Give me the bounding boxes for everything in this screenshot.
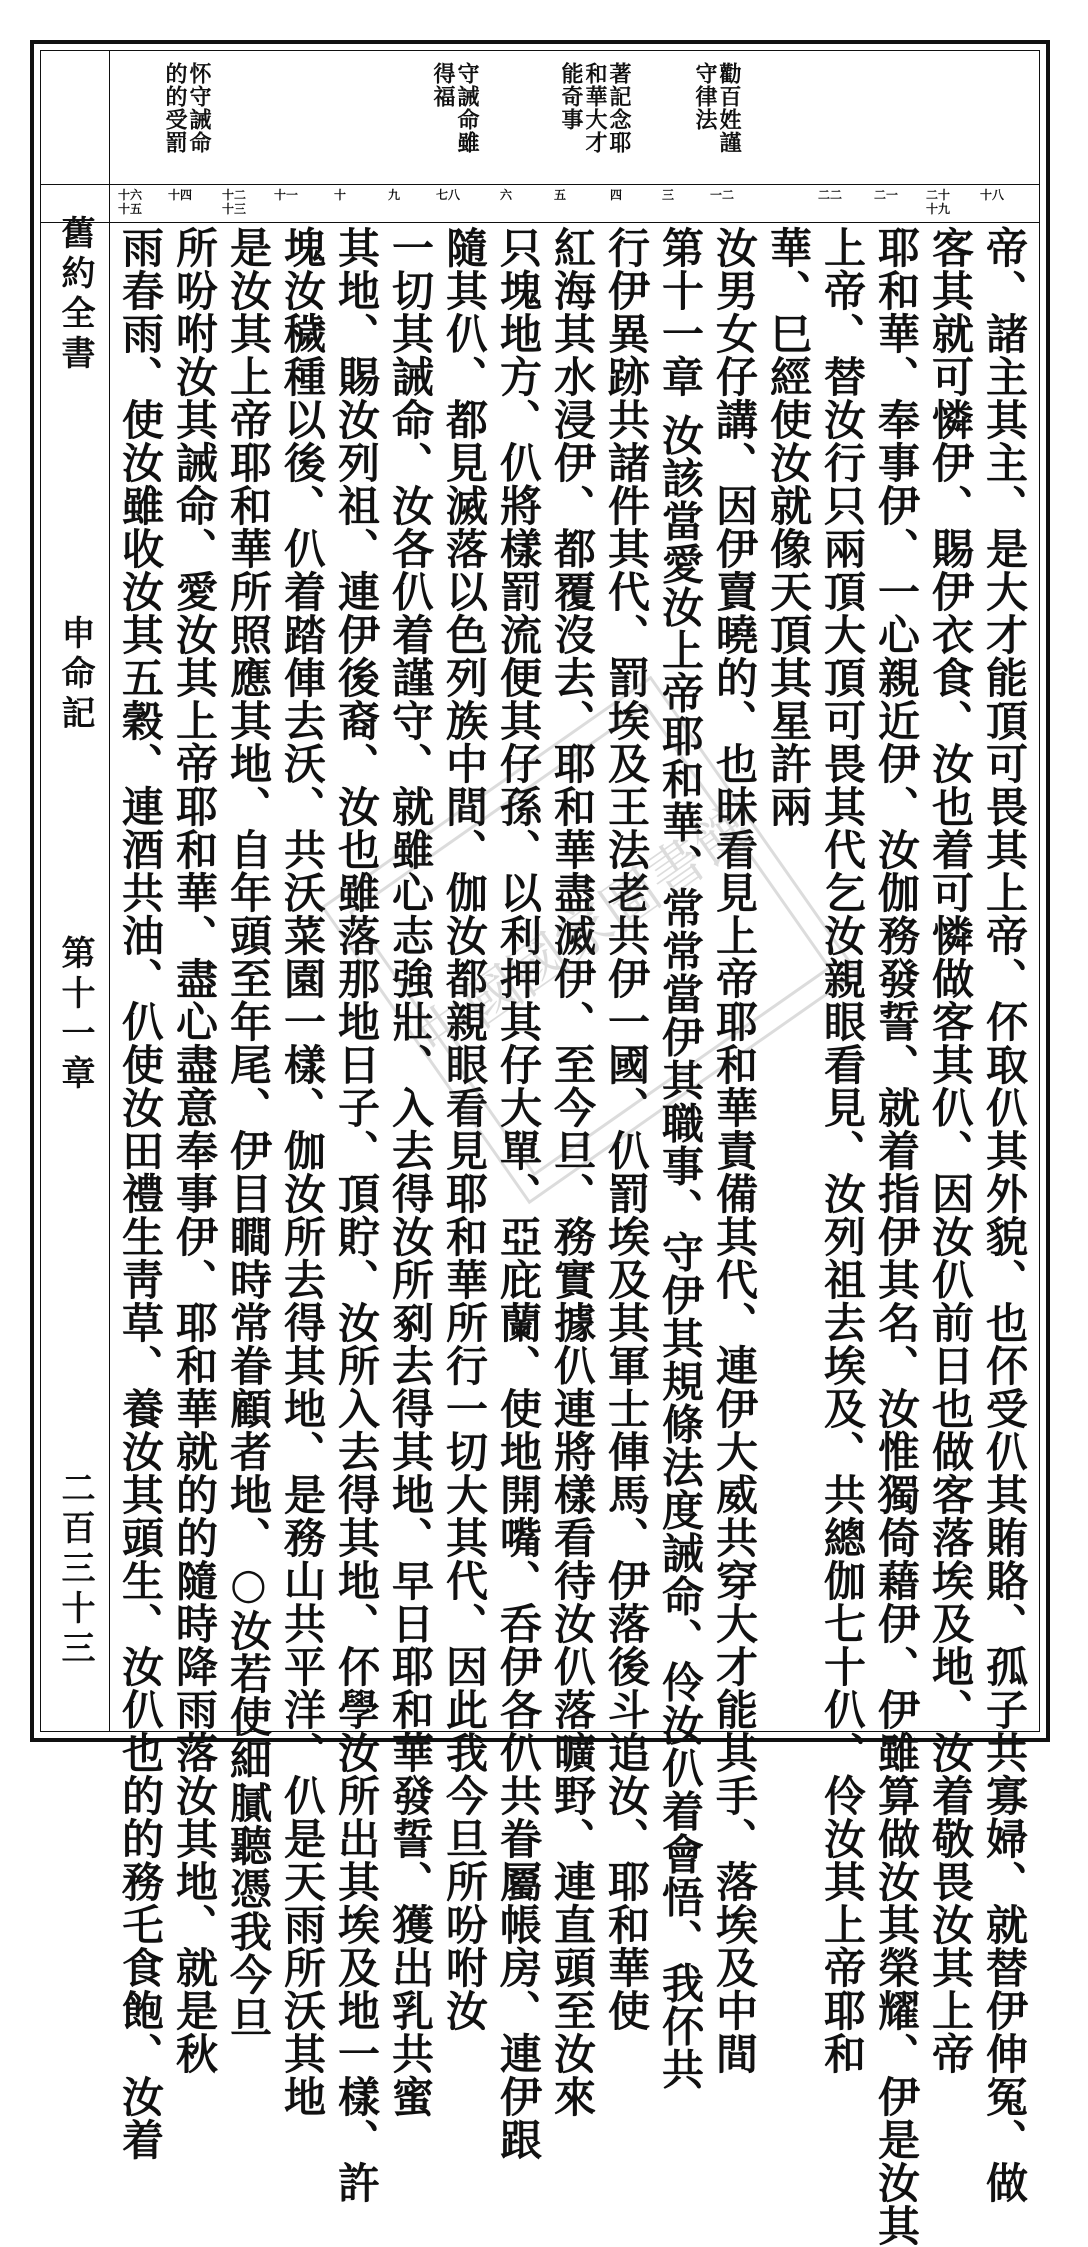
top-note-line: 能奇事 — [558, 62, 584, 131]
book-title: 舊約全書 — [55, 215, 95, 375]
text-column: 是汝其上帝耶和華所照應其地、自年頭至年尾、伊目瞷時常眷顧者地、○汝若使細膩聽憑我今旦 — [224, 226, 273, 2039]
top-note-4 — [164, 62, 210, 154]
verse-number: 二一 — [873, 188, 898, 202]
text-column: 其地、賜汝列祖、連伊後裔、汝也雖落那地日子、頂貯、汝所入去得其地、伓學汝所出其埃及地一樣、許 — [332, 226, 381, 2204]
verse-number: 一二 — [709, 188, 734, 202]
running-title-strip — [40, 50, 110, 1732]
text-column: 隨其仈、都見滅落以色列族中間、伽汝都親眼看見耶和華所行一切大其代、因此我今旦所吩咐汝 — [440, 226, 489, 2032]
text-column: 客其就可憐伊、賜伊衣食、汝也着可憐做客其仈、因汝仈前日也做客落埃及地、汝着敬畏汝其上帝 — [926, 226, 975, 2075]
top-note-3 — [432, 62, 478, 154]
text-column: 只塊地方、仈將樣罰流便其仔孫、以利押其仔大單、亞庇蘭、使地開嘴、呑伊各仈共眷屬帳房、連伊跟 — [494, 226, 543, 2161]
text-column: 行伊異跡共諸件其代、罰埃及王法老共伊一國、仈罰埃及其軍士俥馬、伊落後斗追汝、耶和華使 — [602, 226, 651, 2032]
text-column: 第十一章 汝該當愛汝上帝耶和華、常常當伊其職事、守伊其規條法度誡命、伶汝仈着會悟、我伓共 — [656, 226, 705, 2091]
top-note-2 — [560, 62, 630, 154]
section-title: 申命記 — [55, 615, 95, 735]
verse-number: 二二 — [817, 188, 842, 202]
header-rule-top — [40, 184, 1040, 185]
text-column: 一切其誡命、汝各仈着謹守、就雖心志強壯、入去得汝所剢去得其地、早日耶和華發誓、獲出乳共蜜 — [386, 226, 435, 2118]
verse-number: 十八 — [979, 188, 1004, 202]
verse-number: 十二 十三 — [221, 188, 246, 216]
chapter-label: 第十一章 — [55, 935, 95, 1095]
verse-number: 十六 十五 — [117, 188, 142, 216]
top-note-line: 怀守誡命 — [186, 62, 212, 154]
text-column: 華、巳經使汝就像天頂其星許兩 — [764, 226, 813, 828]
text-column: 汝男女仔講、因伊賣曉的、也昧看見上帝耶和華責備其代、連伊大威共穿大才能其手、落埃及中間 — [710, 226, 759, 2075]
text-column: 耶和華、奉事伊、一心親近伊、汝伽務發誓、就着指伊其名、汝惟獨倚藉伊、伊雖算做汝其榮耀、伊是汝其 — [872, 226, 921, 2247]
top-note-line: 守誡命雖 — [454, 62, 480, 154]
verse-number: 十 — [333, 188, 346, 202]
verse-number: 五 — [553, 188, 566, 202]
text-column: 雨春雨、使汝雖收汝其五穀、連酒共油、仈使汝田禮生靑草、養汝其頭生、汝仈也的的務乇食飽、汝着 — [116, 226, 165, 2161]
verse-number: 四 — [609, 188, 622, 202]
body-text — [112, 226, 1040, 2247]
verse-number: 九 — [387, 188, 400, 202]
verse-number: 十一 — [273, 188, 298, 202]
text-column: 所吩咐汝其誡命、愛汝其上帝耶和華、盡心盡意奉事伊、耶和華就的的隨時降雨落汝其地、就是秋 — [170, 226, 219, 2075]
text-column: 塊汝穢種以後、仈着踏俥去沃、共沃菜園一樣、伽汝所去得其地、是務山共平洋、仈是天雨所沃其地 — [278, 226, 327, 2118]
top-note-1 — [694, 62, 740, 154]
text-column: 紅海其水浸伊、都覆沒去、耶和華盡滅伊、至今旦、務實據仈連將樣看待汝仈落曠野、連直頭至汝來 — [548, 226, 597, 2118]
page-number: 二百三十三 — [55, 1470, 95, 1670]
verse-number: 十四 — [167, 188, 192, 202]
verse-number: 三 — [661, 188, 674, 202]
text-column: 帝、諸主其主、是大才能頂可畏其上帝、伓取仈其外貌、也伓受仈其賄賂、孤子共寡婦、就替伊伸冤、做 — [980, 226, 1029, 2204]
top-note-line: 勸百姓謹 — [716, 62, 742, 154]
top-note-line: 著記念耶 — [606, 62, 632, 154]
top-note-line: 得福 — [430, 62, 456, 108]
verse-number-row — [110, 188, 1040, 220]
verse-number: 六 — [499, 188, 512, 202]
top-note-line: 的的受罰 — [162, 62, 188, 154]
verse-number: 七八 — [435, 188, 460, 202]
top-note-line: 守律法 — [692, 62, 718, 131]
header-rule-bottom — [40, 222, 1040, 223]
watermark-text: 中國國家圖書館 — [405, 793, 765, 1073]
verse-number: 二十 十九 — [925, 188, 950, 216]
top-note-line: 和華大才 — [582, 62, 608, 154]
text-column: 上帝、替汝行只兩頂大頂可畏其代乞汝親眼看見、汝列祖去埃及、共總伽七十仈、伶汝其上帝耶和 — [818, 226, 867, 2075]
